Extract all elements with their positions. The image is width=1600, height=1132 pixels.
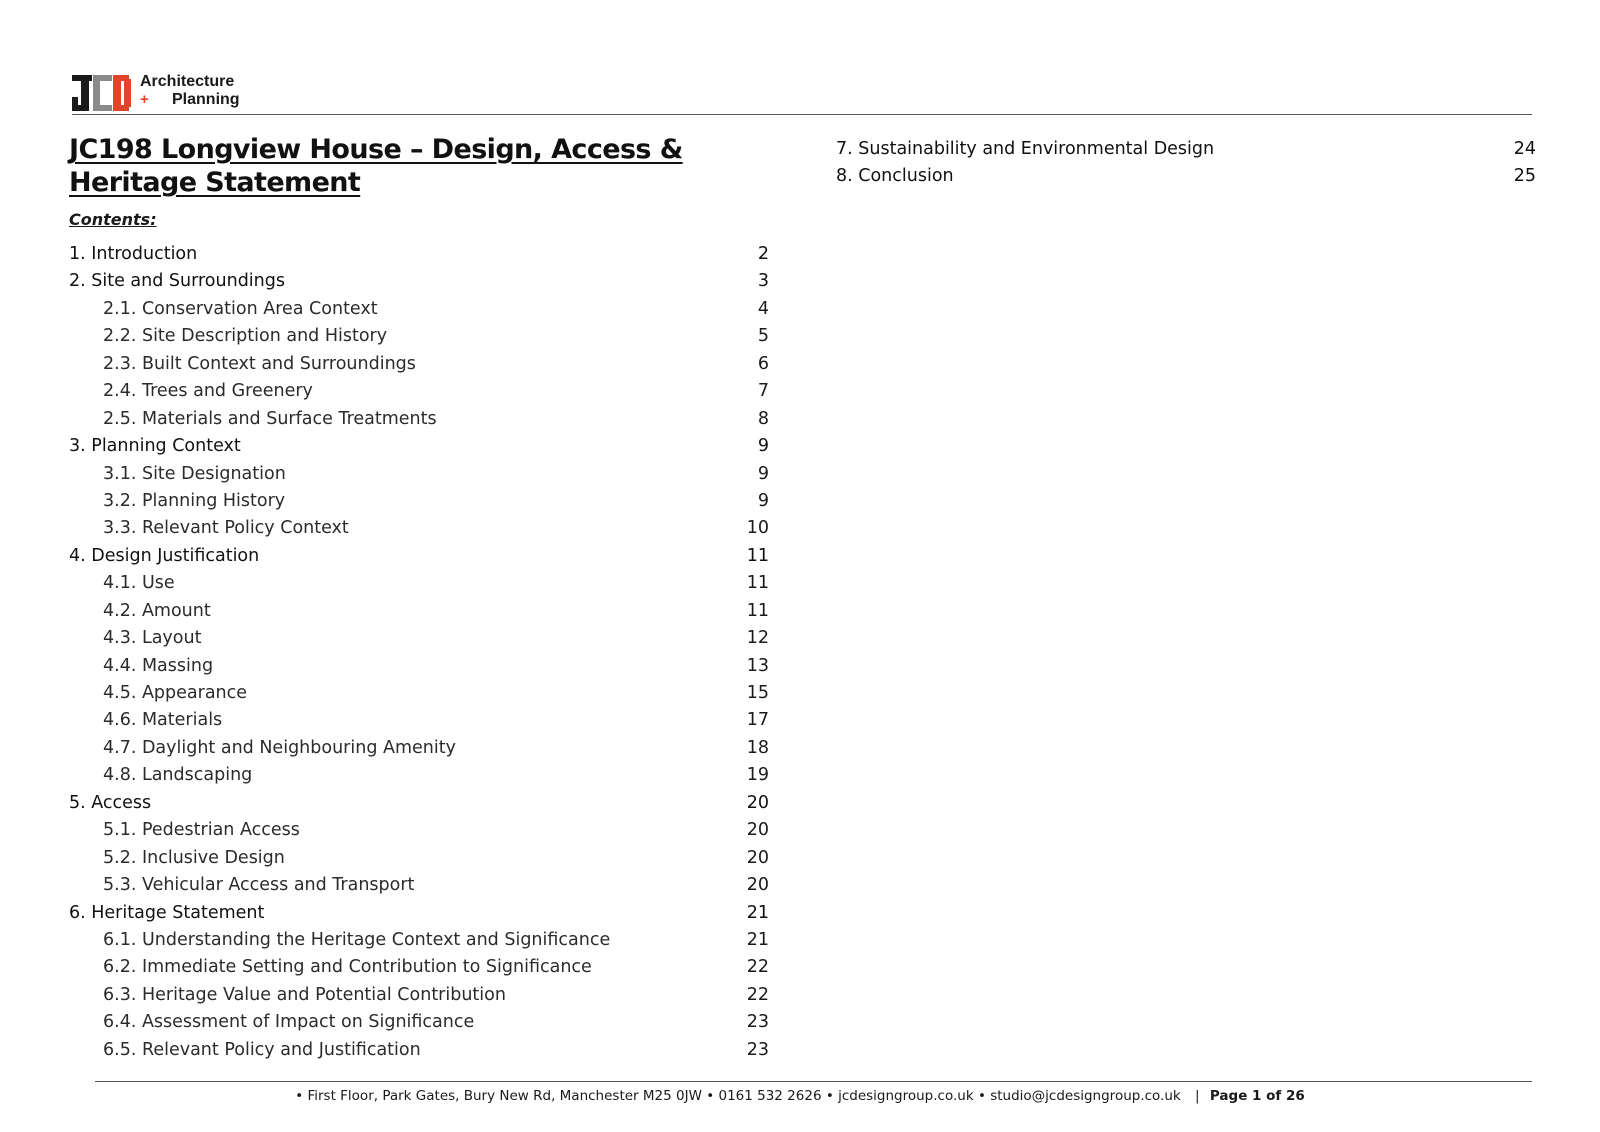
toc-entry-page: 12 xyxy=(746,628,769,649)
toc-entry-label: 4.1. Use xyxy=(103,573,175,594)
toc-entry-page: 10 xyxy=(746,518,769,539)
toc-entry-page: 18 xyxy=(746,737,769,758)
toc-entry[interactable] xyxy=(69,872,769,899)
title-block xyxy=(69,133,769,231)
toc-entry-page: 22 xyxy=(746,957,769,978)
toc-entry-label: 5. Access xyxy=(69,792,152,813)
toc-entry-page: 9 xyxy=(757,463,769,484)
toc-entry[interactable] xyxy=(69,1009,769,1036)
toc-entry-label: 3.3. Relevant Policy Context xyxy=(103,518,349,539)
toc-entry[interactable] xyxy=(69,625,769,652)
toc-entry-page: 2 xyxy=(757,244,769,264)
toc-entry-page: 6 xyxy=(757,353,769,374)
toc-entry-label: 2.5. Materials and Surface Treatments xyxy=(103,408,437,429)
toc-entry[interactable] xyxy=(69,296,769,323)
toc-entry-label: 4.6. Materials xyxy=(103,710,223,731)
toc-entry-page: 9 xyxy=(757,436,769,457)
toc-entry-label: 3.1. Site Designation xyxy=(103,463,286,484)
table-of-contents-right xyxy=(836,136,1536,191)
toc-entry-page: 21 xyxy=(746,902,769,923)
logo-plus: + xyxy=(140,91,149,108)
footer xyxy=(0,1087,1600,1105)
toc-entry[interactable] xyxy=(69,680,769,707)
toc-entry-label: 4.3. Layout xyxy=(103,628,202,649)
toc-entry[interactable] xyxy=(69,406,769,433)
footer-separator: | xyxy=(1195,1088,1200,1104)
toc-entry[interactable] xyxy=(69,378,769,405)
toc-entry[interactable] xyxy=(69,1037,769,1064)
toc-entry[interactable] xyxy=(69,982,769,1009)
toc-entry[interactable] xyxy=(69,707,769,734)
toc-entry-label: 4. Design Justification xyxy=(69,545,260,566)
toc-entry-page: 20 xyxy=(746,847,769,868)
toc-entry-label: 6.5. Relevant Policy and Justification xyxy=(103,1039,421,1060)
toc-entry[interactable] xyxy=(69,570,769,597)
toc-entry-page: 21 xyxy=(746,929,769,950)
toc-entry-page: 23 xyxy=(746,1039,769,1060)
header-divider xyxy=(72,114,1532,115)
page-title: JC198 Longview House – Design, Access & Heritage Statement xyxy=(69,134,683,198)
toc-entry-page: 19 xyxy=(746,765,769,786)
toc-entry-label: 5.2. Inclusive Design xyxy=(103,847,285,868)
toc-entry[interactable] xyxy=(69,543,769,570)
toc-entry[interactable] xyxy=(69,762,769,789)
toc-entry-page: 20 xyxy=(746,820,769,841)
table-of-contents-left xyxy=(69,241,769,1064)
toc-entry[interactable] xyxy=(836,136,1536,163)
toc-entry-label: 5.1. Pedestrian Access xyxy=(103,820,300,841)
toc-entry-page: 8 xyxy=(757,408,769,429)
toc-entry[interactable] xyxy=(69,241,769,268)
toc-entry[interactable] xyxy=(69,351,769,378)
toc-entry[interactable] xyxy=(69,900,769,927)
toc-entry-page: 5 xyxy=(757,326,769,347)
toc-entry-page: 22 xyxy=(746,984,769,1005)
toc-entry[interactable] xyxy=(69,515,769,542)
toc-entry[interactable] xyxy=(69,845,769,872)
logo-line-architecture: Architecture xyxy=(140,73,235,90)
toc-entry-page: 11 xyxy=(746,545,769,566)
toc-entry[interactable] xyxy=(69,817,769,844)
toc-entry[interactable] xyxy=(69,433,769,460)
toc-entry-label: 1. Introduction xyxy=(69,244,198,264)
toc-entry-label: 2.3. Built Context and Surroundings xyxy=(103,353,416,374)
toc-entry-page: 4 xyxy=(757,298,769,319)
logo-wordmark xyxy=(140,73,240,109)
toc-entry[interactable] xyxy=(69,927,769,954)
toc-entry-label: 3.2. Planning History xyxy=(103,490,286,511)
toc-entry-label: 4.8. Landscaping xyxy=(103,765,253,786)
toc-entry[interactable] xyxy=(69,653,769,680)
toc-entry-label: 4.4. Massing xyxy=(103,655,214,676)
toc-entry-label: 2. Site and Surroundings xyxy=(69,271,285,292)
toc-entry-page: 9 xyxy=(757,490,769,511)
jcd-logo-mark-icon xyxy=(72,75,134,111)
toc-entry-label: 2.2. Site Description and History xyxy=(103,326,388,347)
toc-entry-label: 5.3. Vehicular Access and Transport xyxy=(103,875,415,896)
toc-entry-page: 24 xyxy=(1513,139,1536,159)
toc-entry-label: 2.4. Trees and Greenery xyxy=(103,381,313,402)
toc-entry-label: 6.2. Immediate Setting and Contribution to Significance xyxy=(103,957,592,978)
toc-entry-label: 6.4. Assessment of Impact on Significance xyxy=(103,1012,475,1033)
toc-entry-label: 2.1. Conservation Area Context xyxy=(103,298,378,319)
toc-entry[interactable] xyxy=(69,268,769,295)
footer-divider xyxy=(95,1081,1532,1082)
toc-entry[interactable] xyxy=(69,735,769,762)
toc-entry[interactable] xyxy=(836,163,1536,190)
toc-entry-label: 8. Conclusion xyxy=(836,166,954,187)
toc-entry-label: 4.5. Appearance xyxy=(103,683,248,703)
toc-entry-page: 20 xyxy=(746,792,769,813)
toc-entry[interactable] xyxy=(69,954,769,981)
toc-entry-label: 4.7. Daylight and Neighbouring Amenity xyxy=(103,737,456,758)
toc-entry-page: 23 xyxy=(746,1012,769,1033)
toc-entry-label: 6. Heritage Statement xyxy=(69,902,265,923)
company-logo xyxy=(72,73,252,113)
toc-entry[interactable] xyxy=(69,461,769,488)
toc-entry-page: 15 xyxy=(746,683,769,703)
page-number: Page 1 of 26 xyxy=(1209,1088,1305,1104)
toc-entry-label: 7. Sustainability and Environmental Design xyxy=(836,139,1215,159)
toc-entry-page: 20 xyxy=(746,875,769,896)
toc-entry[interactable] xyxy=(69,323,769,350)
toc-entry-page: 17 xyxy=(746,710,769,731)
toc-entry-page: 25 xyxy=(1513,166,1536,187)
toc-entry-label: 6.1. Understanding the Heritage Context and Significance xyxy=(103,929,611,950)
toc-entry-page: 13 xyxy=(746,655,769,676)
logo-line-planning: Planning xyxy=(172,91,240,108)
toc-entry-page: 11 xyxy=(746,573,769,594)
toc-entry-label: 4.2. Amount xyxy=(103,600,211,621)
toc-entry[interactable] xyxy=(69,598,769,625)
toc-entry-label: 6.3. Heritage Value and Potential Contribution xyxy=(103,984,506,1005)
footer-address: • First Floor, Park Gates, Bury New Rd, Manchester M25 0JW • 0161 532 2626 • jcdesigngroup.co.uk • studio@jcdesigngroup.co.uk xyxy=(295,1088,1181,1104)
toc-entry-label: 3. Planning Context xyxy=(69,436,241,457)
toc-entry[interactable] xyxy=(69,790,769,817)
toc-entry-page: 7 xyxy=(757,381,769,402)
toc-entry[interactable] xyxy=(69,488,769,515)
toc-entry-page: 11 xyxy=(746,600,769,621)
toc-entry-page: 3 xyxy=(757,271,769,292)
contents-heading: Contents: xyxy=(69,210,157,229)
